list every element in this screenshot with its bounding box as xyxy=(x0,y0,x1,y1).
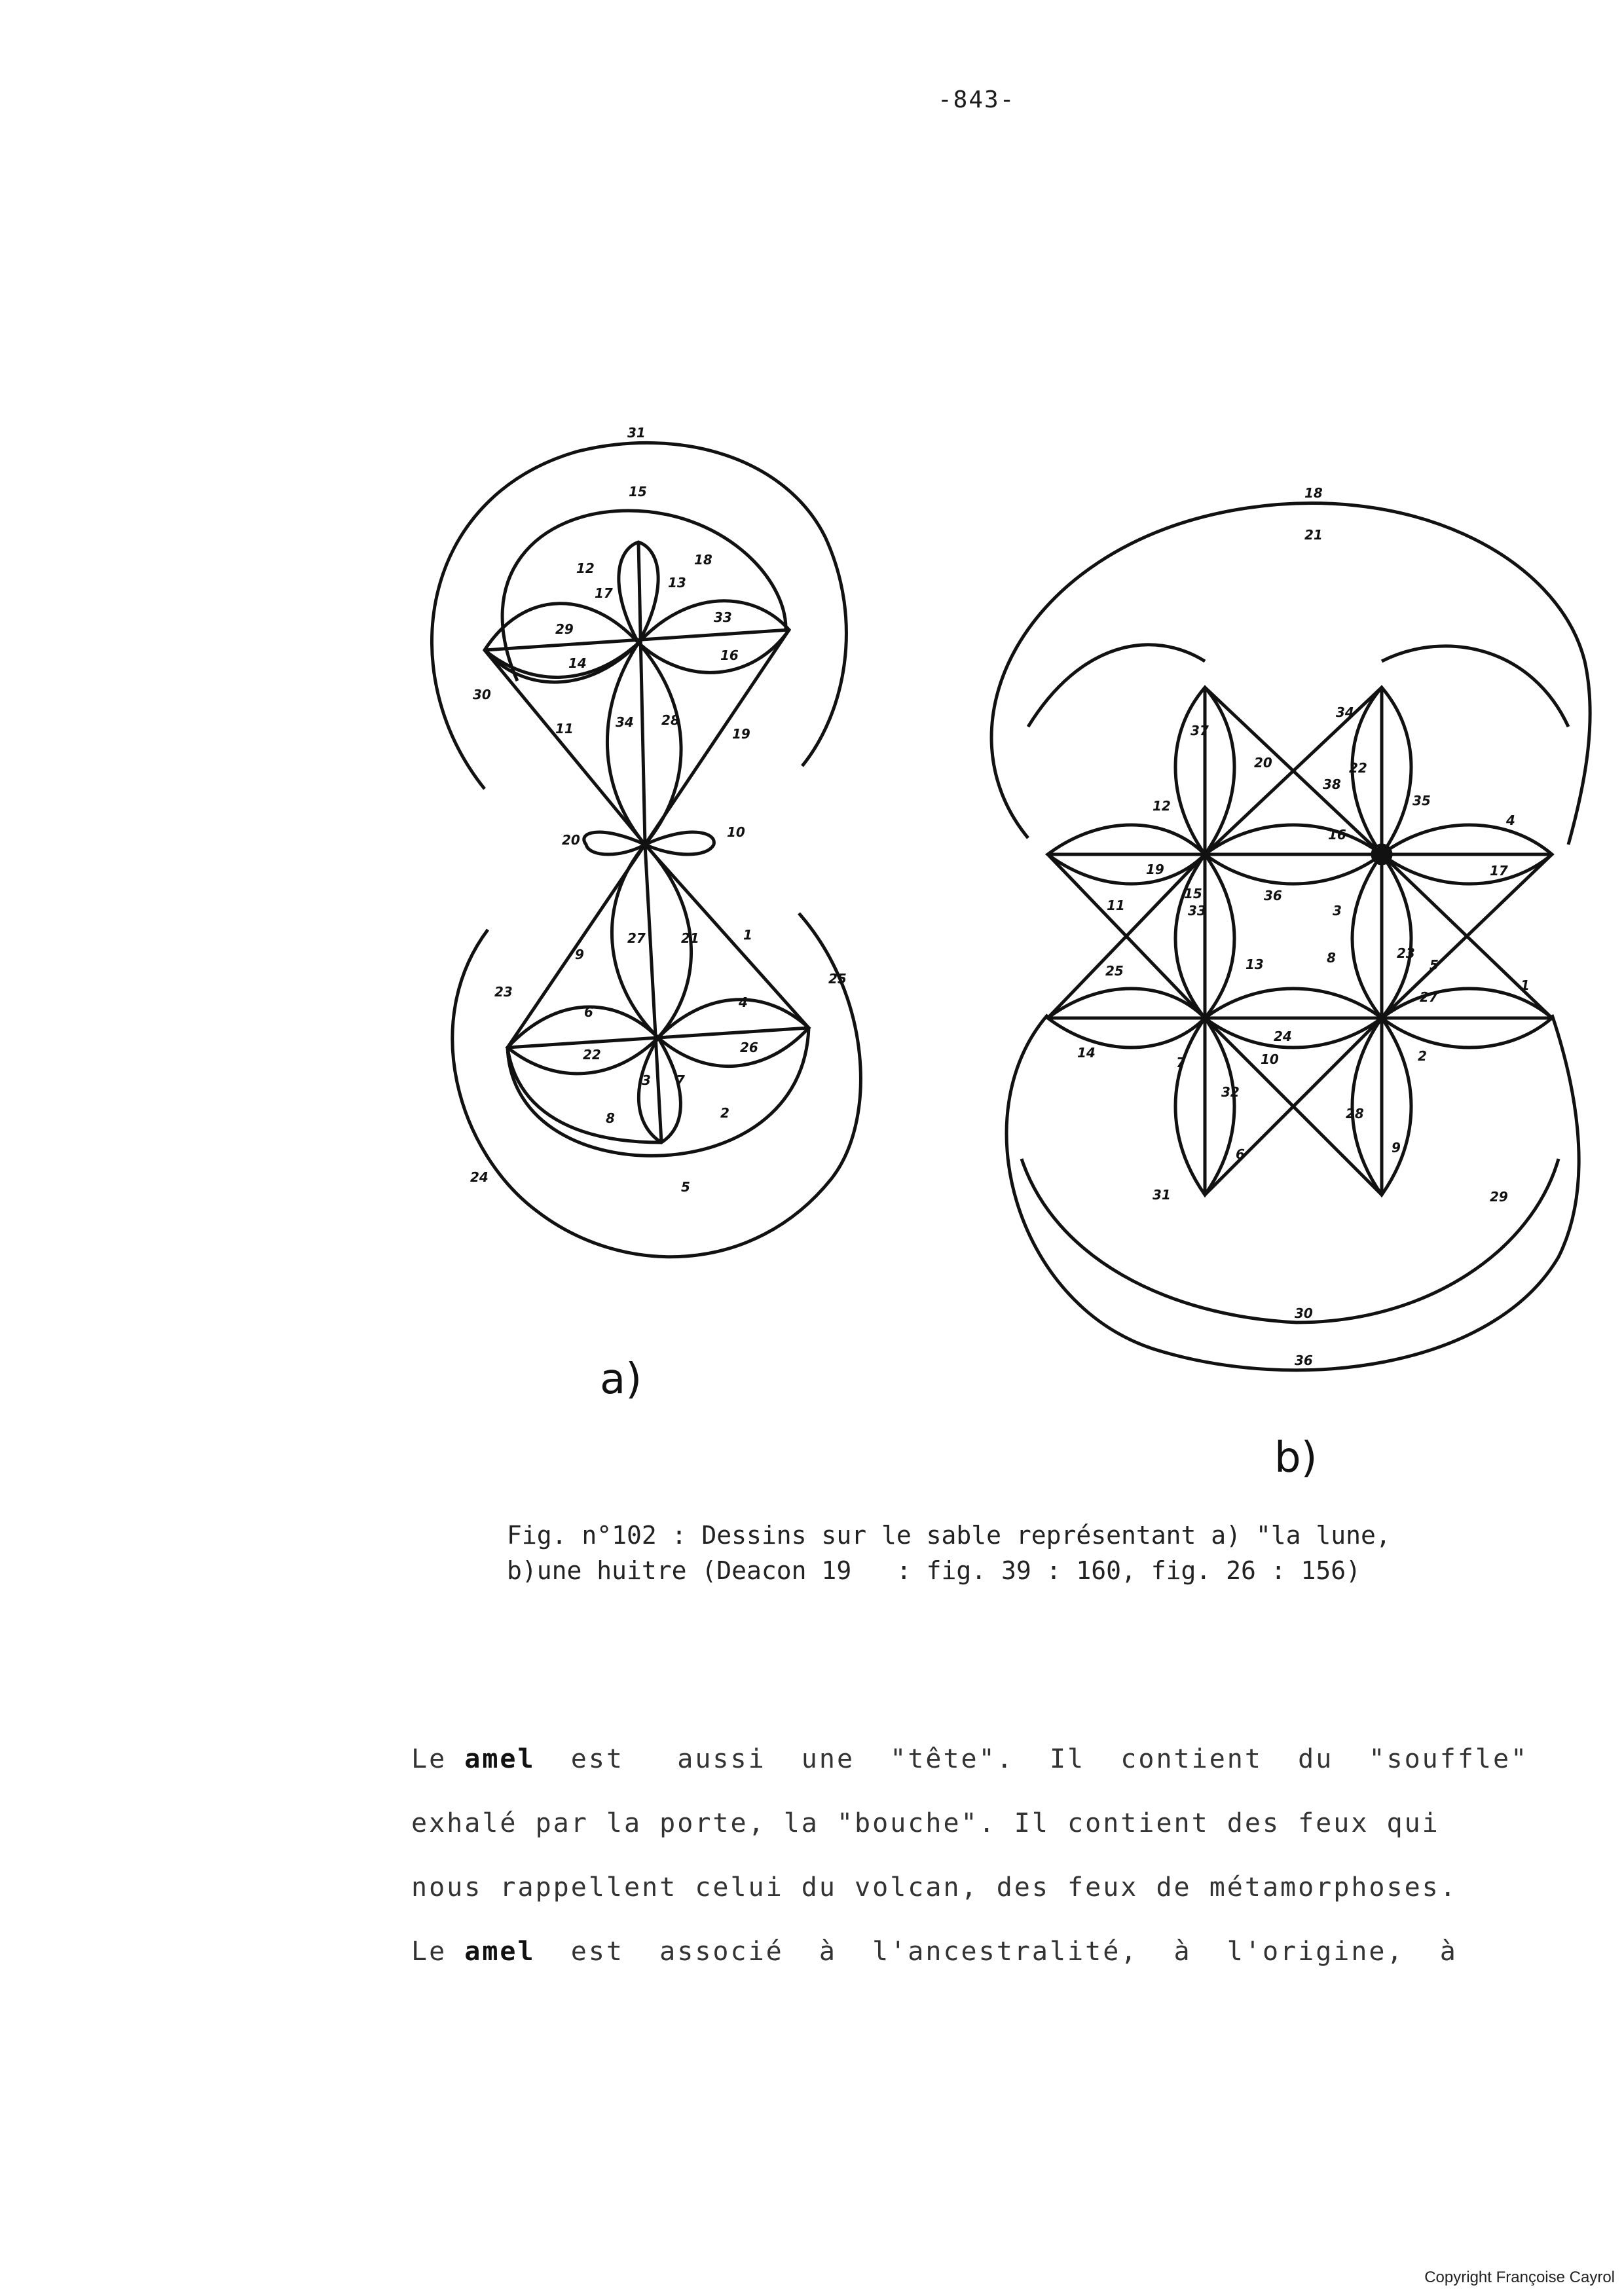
drawing-b-stroke-number: 23 xyxy=(1397,945,1415,961)
drawing-a-stroke-number: 2 xyxy=(720,1105,729,1121)
drawing-b-stroke-number: 30 xyxy=(1295,1305,1313,1321)
drawing-a-stroke-number: 6 xyxy=(584,1004,593,1020)
drawing-a-stroke-number: 30 xyxy=(473,687,491,702)
drawing-b-stroke-number: 7 xyxy=(1176,1055,1185,1070)
drawing-a-stroke-number: 14 xyxy=(568,655,587,671)
drawing-a-moon xyxy=(432,443,860,1256)
drawing-b-stroke-number: 14 xyxy=(1077,1045,1096,1061)
drawing-a-stroke-number: 4 xyxy=(739,994,748,1010)
drawing-a-stroke-number: 9 xyxy=(575,947,584,962)
drawing-b-stroke-number: 35 xyxy=(1412,793,1431,809)
drawing-a-stroke-number: 16 xyxy=(720,647,739,663)
drawing-b-stroke-number: 22 xyxy=(1349,760,1367,776)
drawing-a-stroke-number: 25 xyxy=(828,971,847,987)
drawing-b-stroke-number: 3 xyxy=(1333,903,1342,919)
body-line-4-start: Le xyxy=(411,1937,465,1967)
drawing-b-oyster xyxy=(991,503,1590,1370)
drawing-b-stroke-number: 37 xyxy=(1190,723,1209,738)
drawing-a-stroke-number: 20 xyxy=(562,832,580,848)
drawing-a-stroke-number: 17 xyxy=(595,585,613,601)
drawing-b-stroke-number: 28 xyxy=(1346,1106,1364,1121)
drawing-a-stroke-number: 3 xyxy=(642,1072,651,1088)
body-line-3: nous rappellent celui du volcan, des feux de métamorphoses. xyxy=(411,1872,1458,1903)
drawing-a-stroke-number: 27 xyxy=(627,930,646,946)
drawing-b-stroke-number: 18 xyxy=(1304,485,1323,501)
body-paragraph xyxy=(411,1744,1590,2001)
drawing-b-stroke-number: 29 xyxy=(1490,1189,1508,1205)
drawing-a-stroke-number: 23 xyxy=(494,984,513,1000)
drawing-a-stroke-number: 29 xyxy=(555,621,574,637)
drawing-b-stroke-number: 32 xyxy=(1221,1084,1240,1100)
body-line-1-rest: est aussi une "tête". Il contient du "souffle" xyxy=(535,1744,1529,1774)
drawing-b-stroke-number: 4 xyxy=(1506,812,1515,828)
drawing-b-stroke-number: 10 xyxy=(1261,1051,1279,1067)
drawing-b-stroke-number: 1 xyxy=(1521,977,1530,993)
keyword-amel: amel xyxy=(464,1744,536,1774)
drawing-b-stroke-number: 21 xyxy=(1304,527,1323,543)
drawing-b-stroke-number: 16 xyxy=(1328,827,1346,843)
page-number: -843- xyxy=(938,86,1016,113)
drawing-b-stroke-number: 5 xyxy=(1430,957,1439,973)
drawing-a-stroke-number: 11 xyxy=(555,721,574,737)
drawing-b-stroke-number: 31 xyxy=(1153,1187,1171,1203)
drawing-b-stroke-number: 6 xyxy=(1236,1146,1245,1162)
drawing-b-stroke-number: 33 xyxy=(1188,903,1206,919)
drawing-b-stroke-number: 20 xyxy=(1254,755,1272,771)
figure-label-a: a) xyxy=(600,1355,642,1404)
drawing-b-stroke-number: 36 xyxy=(1264,888,1282,903)
body-line-1 xyxy=(411,1744,1590,1808)
body-line-4 xyxy=(411,1937,1590,2001)
caption-line-1: Fig. n°102 : Dessins sur le sable représentant a) "la lune, xyxy=(507,1521,1391,1550)
body-line-2: exhalé par la porte, la "bouche". Il contient des feux qui xyxy=(411,1808,1440,1838)
drawing-b-stroke-number: 12 xyxy=(1153,798,1171,814)
drawing-a-stroke-number: 26 xyxy=(740,1040,758,1055)
drawing-b-stroke-number: 34 xyxy=(1336,704,1354,720)
drawing-b-stroke-number: 13 xyxy=(1246,957,1264,972)
drawing-b-stroke-number: 25 xyxy=(1105,963,1124,979)
drawing-a-stroke-number: 12 xyxy=(576,560,595,576)
drawing-b-stroke-number: 8 xyxy=(1327,950,1336,966)
drawing-b-stroke-number: 2 xyxy=(1418,1048,1427,1064)
drawing-a-stroke-number: 18 xyxy=(694,552,712,568)
drawing-a-stroke-number: 34 xyxy=(616,714,634,730)
body-line-4-rest: est associé à l'ancestralité, à l'origine, à xyxy=(535,1937,1458,1967)
figure-label-b: b) xyxy=(1274,1434,1318,1482)
drawing-b-stroke-number: 19 xyxy=(1146,862,1164,877)
caption-line-2: b)une huitre (Deacon 19 : fig. 39 : 160, fig. 26 : 156) xyxy=(507,1556,1361,1585)
drawing-b-stroke-number: 15 xyxy=(1184,886,1202,902)
drawing-a-stroke-number: 15 xyxy=(629,484,647,500)
drawing-b-stroke-number: 11 xyxy=(1107,898,1125,913)
copyright-notice: Copyright Françoise Cayrol xyxy=(1424,2269,1615,2286)
drawing-b-stroke-number: 17 xyxy=(1490,863,1508,879)
drawing-a-stroke-number: 7 xyxy=(676,1072,685,1088)
drawing-b-stroke-number: 27 xyxy=(1420,989,1438,1005)
figure-caption xyxy=(507,1518,1489,1588)
drawing-a-stroke-number: 8 xyxy=(606,1110,615,1126)
drawing-a-stroke-number: 31 xyxy=(627,425,646,441)
drawing-a-stroke-number: 22 xyxy=(583,1047,601,1063)
drawing-a-stroke-number: 21 xyxy=(681,930,699,946)
drawing-a-stroke-number: 33 xyxy=(714,610,732,625)
drawing-a-stroke-number: 19 xyxy=(732,726,750,742)
drawing-b-stroke-number: 38 xyxy=(1323,776,1341,792)
drawing-a-stroke-number: 10 xyxy=(727,824,745,840)
drawing-a-stroke-number: 1 xyxy=(743,927,752,943)
body-line-1-start: Le xyxy=(411,1744,465,1774)
drawing-b-stroke-number: 9 xyxy=(1392,1140,1401,1156)
drawing-b-stroke-number: 24 xyxy=(1274,1029,1292,1044)
drawing-a-stroke-number: 24 xyxy=(470,1169,489,1185)
drawing-a-stroke-number: 28 xyxy=(661,712,680,728)
drawing-a-stroke-number: 13 xyxy=(668,575,686,591)
drawing-b-stroke-number: 36 xyxy=(1295,1353,1313,1368)
drawing-a-stroke-number: 5 xyxy=(681,1179,690,1195)
keyword-amel: amel xyxy=(464,1937,536,1967)
